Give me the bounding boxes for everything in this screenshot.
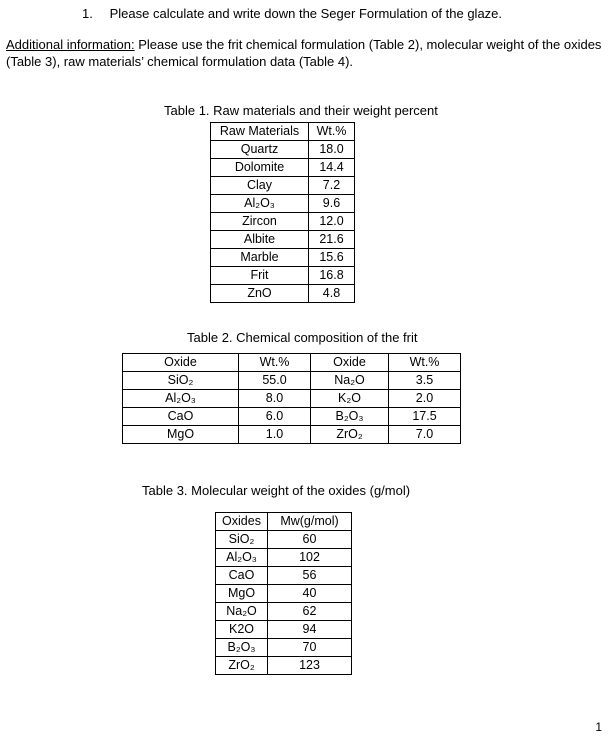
question-heading bbox=[82, 6, 502, 21]
page-number: 1 bbox=[595, 720, 602, 734]
table2-caption: Table 2. Chemical composition of the frit bbox=[187, 330, 418, 345]
table-cell: Clay bbox=[211, 177, 309, 195]
table-cell: 17.5 bbox=[389, 408, 461, 426]
table-cell: MgO bbox=[216, 585, 268, 603]
table-cell: 94 bbox=[268, 621, 352, 639]
table3-caption: Table 3. Molecular weight of the oxides (g/mol) bbox=[142, 483, 411, 498]
table-cell: 123 bbox=[268, 657, 352, 675]
table-row bbox=[216, 621, 352, 639]
table-row bbox=[211, 195, 355, 213]
table-row bbox=[216, 603, 352, 621]
table2-header-cell: Oxide bbox=[311, 354, 389, 372]
table-cell: 6.0 bbox=[239, 408, 311, 426]
table-cell: 7.0 bbox=[389, 426, 461, 444]
table-cell: Quartz bbox=[211, 141, 309, 159]
table-row bbox=[123, 408, 461, 426]
table-cell: ZrO₂ bbox=[311, 426, 389, 444]
table-cell: Al₂O₃ bbox=[216, 549, 268, 567]
table3-molecular-weight bbox=[215, 512, 352, 675]
table-row bbox=[211, 141, 355, 159]
table3-header-row bbox=[216, 513, 352, 531]
table-cell: Na₂O bbox=[216, 603, 268, 621]
table1-caption: Table 1. Raw materials and their weight percent bbox=[164, 103, 438, 118]
table-row bbox=[211, 267, 355, 285]
table-cell: 12.0 bbox=[309, 213, 355, 231]
table-row bbox=[216, 585, 352, 603]
table-cell: 40 bbox=[268, 585, 352, 603]
table-cell: Dolomite bbox=[211, 159, 309, 177]
table-cell: Albite bbox=[211, 231, 309, 249]
table1-header-cell: Wt.% bbox=[309, 123, 355, 141]
table-row bbox=[211, 159, 355, 177]
question-text: Please calculate and write down the Seger Formulation of the glaze. bbox=[109, 6, 503, 21]
table-row bbox=[123, 390, 461, 408]
table-cell: 15.6 bbox=[309, 249, 355, 267]
table-cell: B₂O₃ bbox=[311, 408, 389, 426]
table-row bbox=[211, 213, 355, 231]
table-cell: Frit bbox=[211, 267, 309, 285]
table-cell: CaO bbox=[123, 408, 239, 426]
table-cell: SiO₂ bbox=[216, 531, 268, 549]
table-row bbox=[216, 531, 352, 549]
table-row bbox=[123, 372, 461, 390]
table-cell: 62 bbox=[268, 603, 352, 621]
table-cell: 1.0 bbox=[239, 426, 311, 444]
table-cell: 16.8 bbox=[309, 267, 355, 285]
question-number: 1. bbox=[82, 6, 93, 21]
table-cell: 21.6 bbox=[309, 231, 355, 249]
table-cell: 70 bbox=[268, 639, 352, 657]
table-cell: 3.5 bbox=[389, 372, 461, 390]
table-cell: 4.8 bbox=[309, 285, 355, 303]
table-row bbox=[216, 639, 352, 657]
table-cell: 7.2 bbox=[309, 177, 355, 195]
table-cell: Al₂O₃ bbox=[123, 390, 239, 408]
info-label: Additional information: bbox=[6, 37, 135, 52]
table-cell: K₂O bbox=[311, 390, 389, 408]
table-row bbox=[216, 567, 352, 585]
table2-frit-composition bbox=[122, 353, 461, 444]
table-cell: MgO bbox=[123, 426, 239, 444]
table-cell: 9.6 bbox=[309, 195, 355, 213]
table-cell: 56 bbox=[268, 567, 352, 585]
table-cell: 14.4 bbox=[309, 159, 355, 177]
table2-header-cell: Wt.% bbox=[389, 354, 461, 372]
table2-header-cell: Wt.% bbox=[239, 354, 311, 372]
table-cell: ZnO bbox=[211, 285, 309, 303]
table-cell: K2O bbox=[216, 621, 268, 639]
table-row bbox=[216, 657, 352, 675]
table-row bbox=[216, 549, 352, 567]
table-row bbox=[211, 249, 355, 267]
table2-header-cell: Oxide bbox=[123, 354, 239, 372]
table1-header-row bbox=[211, 123, 355, 141]
table-cell: Zircon bbox=[211, 213, 309, 231]
table-row bbox=[211, 231, 355, 249]
table-cell: 60 bbox=[268, 531, 352, 549]
table-cell: 55.0 bbox=[239, 372, 311, 390]
table1-raw-materials bbox=[210, 122, 355, 303]
table-cell: Al₂O₃ bbox=[211, 195, 309, 213]
table-cell: B₂O₃ bbox=[216, 639, 268, 657]
additional-information bbox=[6, 36, 606, 70]
table-cell: 2.0 bbox=[389, 390, 461, 408]
table-cell: 102 bbox=[268, 549, 352, 567]
table3-header-cell: Oxides bbox=[216, 513, 268, 531]
table1-header-cell: Raw Materials bbox=[211, 123, 309, 141]
table-cell: ZrO₂ bbox=[216, 657, 268, 675]
table-cell: Na₂O bbox=[311, 372, 389, 390]
table-row bbox=[211, 177, 355, 195]
table-row bbox=[123, 426, 461, 444]
table-cell: SiO₂ bbox=[123, 372, 239, 390]
table2-header-row bbox=[123, 354, 461, 372]
table-cell: 8.0 bbox=[239, 390, 311, 408]
table-cell: CaO bbox=[216, 567, 268, 585]
table-row bbox=[211, 285, 355, 303]
table-cell: 18.0 bbox=[309, 141, 355, 159]
table-cell: Marble bbox=[211, 249, 309, 267]
table3-header-cell: Mw(g/mol) bbox=[268, 513, 352, 531]
info-text: Please use the frit chemical formulation (Table 2), molecular weight of the oxides (Table 3), raw materials’ chemical formulation data (Table 4). bbox=[6, 37, 602, 69]
